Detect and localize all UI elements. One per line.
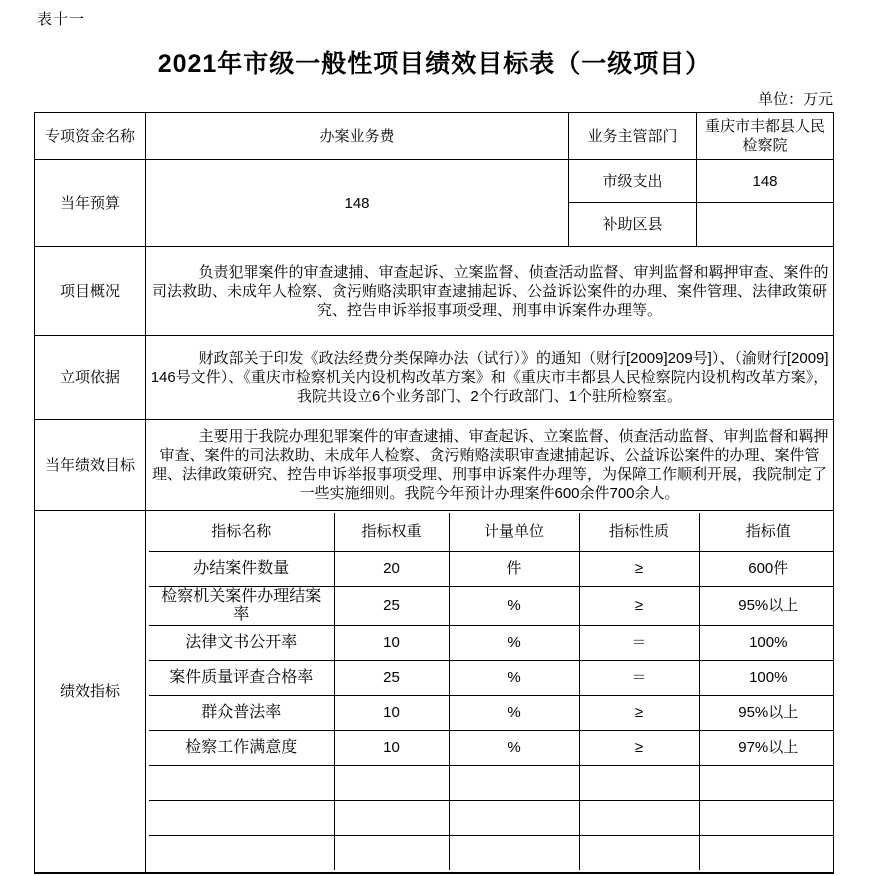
indicator-nature: ＝ [579,625,699,660]
table-row [35,511,834,874]
indicator-weight [334,800,449,835]
performance-target-table [34,112,834,874]
indicator-nature: ≥ [579,695,699,730]
indicator-weight: 25 [334,660,449,695]
indicator-row-empty [149,800,834,835]
fund-name-label: 专项资金名称 [35,113,146,160]
indicator-unit [449,800,579,835]
indicator-value: 97%以上 [699,730,834,765]
indicator-header-value: 指标值 [699,513,834,551]
indicator-weight: 20 [334,551,449,586]
indicator-name [149,765,334,800]
indicator-weight: 10 [334,730,449,765]
indicator-row [149,695,834,730]
indicator-row [149,586,834,625]
city-expense-label: 市级支出 [569,160,697,203]
indicator-row [149,551,834,586]
table-row [35,247,834,336]
budget-value: 148 [146,160,569,247]
indicator-value: 95%以上 [699,695,834,730]
indicator-name: 法律文书公开率 [149,625,334,660]
indicator-weight: 10 [334,695,449,730]
indicator-name: 案件质量评查合格率 [149,660,334,695]
subsidy-label: 补助区县 [569,203,697,247]
indicator-nature: ≥ [579,551,699,586]
indicator-row [149,625,834,660]
table-number-tag: 表十一 [37,11,86,28]
indicator-nature [579,835,699,870]
indicator-name: 办结案件数量 [149,551,334,586]
table-row [35,113,834,160]
fund-name-value: 办案业务费 [146,113,569,160]
table-row [35,420,834,511]
goal-text: 主要用于我院办理犯罪案件的审查逮捕、审查起诉、立案监督、侦查活动监督、审判监督和羁押审查、案件的司法救助、未成年人检察、贪污贿赂渎职审查逮捕起诉、公益诉讼案件的办理、案件管理、法律政策研究、控告申诉举报事项受理、刑事申诉案件办理等，为保障工作顺利开展，我院制定了一些实施细则。我院今年预计办理案件600余件700余人。 [146,420,834,511]
indicator-nature: ≥ [579,586,699,625]
basis-label: 立项依据 [35,336,146,420]
indicator-nature: ≥ [579,730,699,765]
indicators-section-label: 绩效指标 [35,511,146,874]
unit-note: 单位：万元 [757,91,833,108]
basis-text: 财政部关于印发《政法经费分类保障办法（试行）》的通知（财行[2009]209号]）、（渝财行[2009]146号文件）、《重庆市检察机关内设机构改革方案》和《重庆市丰都县人民检察院内设机构改革方案》，我院共设立6个业务部门、2个行政部门、1个驻所检察室。 [146,336,834,420]
indicator-nature: ＝ [579,660,699,695]
indicator-unit: 件 [449,551,579,586]
indicator-header-nature: 指标性质 [579,513,699,551]
indicator-name: 群众普法率 [149,695,334,730]
table-row [35,336,834,420]
indicator-weight: 10 [334,625,449,660]
indicator-row [149,660,834,695]
indicator-row-empty [149,765,834,800]
indicator-unit: % [449,625,579,660]
indicator-weight [334,765,449,800]
indicator-unit: % [449,586,579,625]
indicators-header-row [149,513,834,551]
indicator-value [699,765,834,800]
indicator-value [699,800,834,835]
subsidy-value [697,203,834,247]
indicator-header-weight: 指标权重 [334,513,449,551]
indicator-unit [449,765,579,800]
city-expense-value: 148 [697,160,834,203]
indicator-name [149,835,334,870]
indicator-header-unit: 计量单位 [449,513,579,551]
budget-label: 当年预算 [35,160,146,247]
overview-label: 项目概况 [35,247,146,336]
indicators-table [149,513,834,870]
indicator-nature [579,765,699,800]
indicator-nature [579,800,699,835]
table-row [35,160,834,203]
indicator-value [699,835,834,870]
indicators-container [146,511,834,874]
indicator-unit: % [449,695,579,730]
indicator-value: 95%以上 [699,586,834,625]
indicator-value: 100% [699,625,834,660]
dept-label: 业务主管部门 [569,113,697,160]
indicator-header-name: 指标名称 [149,513,334,551]
overview-text: 负责犯罪案件的审查逮捕、审查起诉、立案监督、侦查活动监督、审判监督和羁押审查、案件的司法救助、未成年人检察、贪污贿赂渎职审查逮捕起诉、公益诉讼案件的办理、案件管理、法律政策研究、控告申诉举报事项受理、刑事申诉案件办理等。 [146,247,834,336]
indicator-row-empty [149,835,834,870]
indicator-unit [449,835,579,870]
dept-value: 重庆市丰都县人民检察院 [697,113,834,160]
indicator-weight: 25 [334,586,449,625]
indicator-name [149,800,334,835]
indicator-name: 检察工作满意度 [149,730,334,765]
indicator-row [149,730,834,765]
indicator-weight [334,835,449,870]
indicator-name: 检察机关案件办理结案率 [149,586,334,625]
goal-label: 当年绩效目标 [35,420,146,511]
indicator-unit: % [449,730,579,765]
indicator-value: 600件 [699,551,834,586]
indicator-value: 100% [699,660,834,695]
page-title: 2021年市级一般性项目绩效目标表（一级项目） [157,50,712,78]
indicator-unit: % [449,660,579,695]
